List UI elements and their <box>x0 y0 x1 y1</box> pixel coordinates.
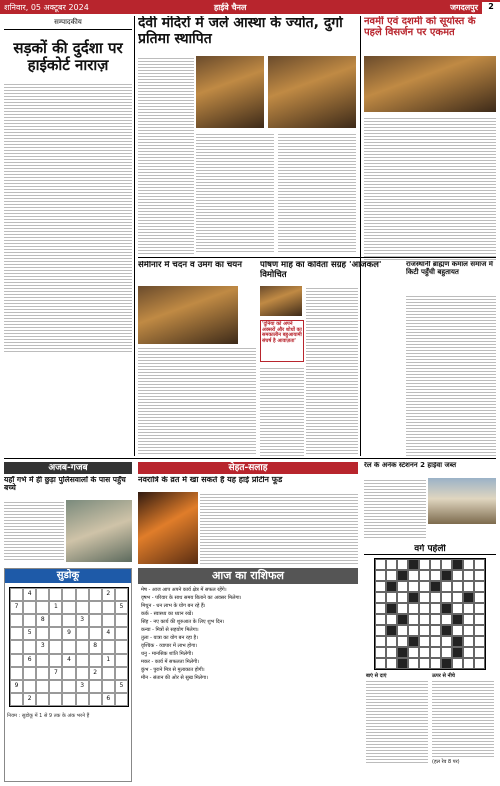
sudoku-cell: 5 <box>115 601 128 614</box>
sudoku-cell <box>89 588 102 601</box>
sudoku-cell <box>102 667 115 680</box>
crossword-cell <box>452 570 463 581</box>
sudoku-cell: 7 <box>10 601 23 614</box>
sudoku-cell <box>10 667 23 680</box>
sudoku-cell <box>23 680 36 693</box>
sudoku-cell: 4 <box>62 654 75 667</box>
sudoku-cell: 3 <box>36 640 49 653</box>
editorial-title: सड़कों की दुर्दशा पर हाईकोर्ट नाराज़ <box>13 39 123 74</box>
crossword-across-clues <box>366 679 428 765</box>
crossword-cell <box>408 581 419 592</box>
sudoku-cell <box>115 667 128 680</box>
crossword-cell <box>419 570 430 581</box>
sudoku-cell <box>62 601 75 614</box>
crossword-grid <box>374 558 486 670</box>
sudoku-cell <box>36 654 49 667</box>
story1-photo <box>138 286 238 344</box>
lead-body-col3 <box>278 132 356 254</box>
sudoku-cell <box>23 667 36 680</box>
crossword-cell <box>408 647 419 658</box>
crossword-cell <box>474 581 485 592</box>
sudoku-cell <box>10 614 23 627</box>
sudoku-cell: 3 <box>76 680 89 693</box>
rashifal-item: सिंह - नए कार्य की शुरुआत के लिए शुभ दिन। <box>141 619 225 625</box>
crossword-cell <box>375 592 386 603</box>
editorial-column <box>4 16 132 352</box>
lead-headline: देवी मंदिरों में जले आस्था के ज्योत, दुर्गा प्रतिमा स्थापित <box>138 16 343 47</box>
sudoku-cell <box>36 693 49 706</box>
sudoku-cell <box>23 601 36 614</box>
sudoku-cell <box>36 667 49 680</box>
crossword-cell <box>408 625 419 636</box>
crossword-cell <box>386 592 397 603</box>
sudoku-cell: 5 <box>115 680 128 693</box>
crossword-cell <box>386 647 397 658</box>
crossword-cell <box>375 658 386 669</box>
crossword-cell <box>474 614 485 625</box>
story1-headline: सेमीनार में चंदन व उमंग का चयन <box>138 261 242 270</box>
sudoku-cell <box>23 640 36 653</box>
crossword-cell <box>452 625 463 636</box>
sudoku-cell: 5 <box>23 627 36 640</box>
page-number: 2 <box>482 2 500 14</box>
rashifal-item: वृषभ - परिवार के साथ समय बिताने का अवसर मिलेगा। <box>141 595 242 601</box>
sudoku-cell: 8 <box>89 640 102 653</box>
rail-headline: रेल के अनेक स्टेशनन 2 हाईवा जब्त <box>364 462 457 469</box>
crossword-cell <box>430 636 441 647</box>
crossword-cell <box>441 647 452 658</box>
crossword-cell <box>386 603 397 614</box>
crossword-cell <box>397 592 408 603</box>
right-top-photo <box>364 56 496 112</box>
crossword-cell <box>375 647 386 658</box>
sudoku-cell <box>76 601 89 614</box>
crossword-cell <box>430 647 441 658</box>
rashifal-title: आज का राशिफल <box>138 568 358 584</box>
sudoku-title: सुडोकू <box>5 569 131 583</box>
crossword-cell <box>419 614 430 625</box>
crossword-cell <box>375 636 386 647</box>
sudoku-cell: 2 <box>23 693 36 706</box>
crossword-cell <box>463 592 474 603</box>
rashifal-item: मिथुन - धन लाभ के योग बन रहे हैं। <box>141 603 206 609</box>
paper-name: हाईवे चैनल <box>214 3 247 12</box>
sudoku-cell <box>10 640 23 653</box>
crossword-cell <box>463 570 474 581</box>
crossword-note: (हल रेव 8 पर) <box>432 759 460 766</box>
rashifal-item: कुंभ - पुराने मित्र से मुलाकात होगी। <box>141 667 205 673</box>
story2-body <box>306 286 358 456</box>
sudoku-cell <box>36 680 49 693</box>
story3-headline: राजस्थानी ब्राह्मण कमाल समाज में किटी पहुँची बहुतायत <box>406 261 493 276</box>
crossword-cell <box>430 592 441 603</box>
sudoku-cell: 7 <box>49 667 62 680</box>
crossword-cell <box>408 636 419 647</box>
sudoku-cell: 1 <box>49 601 62 614</box>
crossword-cell <box>386 658 397 669</box>
crossword-cell <box>419 647 430 658</box>
sudoku-cell <box>36 627 49 640</box>
crossword-cell <box>474 603 485 614</box>
sudoku-cell <box>115 614 128 627</box>
sudoku-cell: 3 <box>76 614 89 627</box>
crossword-cell <box>408 592 419 603</box>
sudoku-cell: 6 <box>102 693 115 706</box>
crossword-cell <box>397 625 408 636</box>
sudoku-cell: 2 <box>89 667 102 680</box>
sudoku-cell <box>62 614 75 627</box>
sudoku-cell <box>89 601 102 614</box>
sudoku-cell <box>10 588 23 601</box>
crossword-cell <box>419 592 430 603</box>
crossword-cell <box>441 581 452 592</box>
crossword-cell <box>419 581 430 592</box>
crossword-cell <box>430 559 441 570</box>
crossword-cell <box>397 658 408 669</box>
crossword-cell <box>474 647 485 658</box>
crossword-cell <box>452 581 463 592</box>
crossword-cell <box>408 559 419 570</box>
sudoku-cell <box>36 601 49 614</box>
rashifal-item: कर्क - स्वास्थ्य का ध्यान रखें। <box>141 611 194 617</box>
crossword-cell <box>441 614 452 625</box>
sudoku-cell <box>23 614 36 627</box>
sudoku-cell <box>89 614 102 627</box>
crossword-cell <box>375 581 386 592</box>
health-label: सेहत-सलाह <box>138 462 358 474</box>
sudoku-cell <box>89 693 102 706</box>
crossword-cell <box>474 658 485 669</box>
sudoku-cell <box>76 654 89 667</box>
sudoku-cell <box>76 588 89 601</box>
story2-pullquote: 'दुनिया को अपने अक्सरों और शोधों का समकालीन बहुआयामी संघर्ष है आवाज़ता' <box>260 320 304 362</box>
story2-body2 <box>260 366 304 456</box>
crossword-cell <box>452 647 463 658</box>
crossword-cell <box>430 603 441 614</box>
crossword-cell <box>397 614 408 625</box>
sudoku-cell <box>62 588 75 601</box>
crossword-cell <box>452 636 463 647</box>
crossword-cell <box>419 559 430 570</box>
crossword-cell <box>397 581 408 592</box>
crossword-cell <box>386 570 397 581</box>
crossword-cell <box>408 614 419 625</box>
story2-photo <box>260 286 302 316</box>
sudoku-cell <box>10 627 23 640</box>
sudoku-cell: 8 <box>36 614 49 627</box>
crossword-cell <box>452 614 463 625</box>
crossword-cell <box>452 603 463 614</box>
sudoku-cell <box>49 614 62 627</box>
editorial-body <box>4 82 132 352</box>
crossword-cell <box>474 559 485 570</box>
story3-body <box>406 294 496 456</box>
sudoku-cell <box>115 654 128 667</box>
rail-photo <box>428 478 496 524</box>
rashifal-item: वृश्चिक - व्यापार में लाभ होगा। <box>141 643 198 649</box>
sudoku-cell <box>49 693 62 706</box>
sudoku-note: नियम : सुडोकू में 1 से 9 तक के अंक भरने हैं <box>7 713 90 719</box>
lead-body-col1 <box>138 56 194 254</box>
sudoku-cell <box>76 627 89 640</box>
crossword-cell <box>430 658 441 669</box>
sudoku-cell <box>62 667 75 680</box>
crossword-cell <box>474 592 485 603</box>
lead-photo-devotees <box>268 56 356 128</box>
sudoku-cell <box>102 640 115 653</box>
sudoku-cell <box>102 680 115 693</box>
rashifal-item: तुला - यात्रा का योग बन रहा है। <box>141 635 199 641</box>
ajab-gajab-photo <box>66 500 132 562</box>
crossword-box <box>364 544 496 782</box>
lead-photo-idol <box>196 56 264 128</box>
sudoku-cell <box>10 654 23 667</box>
column-divider <box>134 16 135 456</box>
sudoku-cell: 9 <box>62 627 75 640</box>
rail-body <box>364 478 426 540</box>
right-top-headline: नवमीं एवं दशमी को सूर्यास्त के पहले विसर्जन पर एकमत <box>364 16 476 39</box>
section-divider <box>138 257 496 258</box>
sudoku-cell <box>76 693 89 706</box>
sudoku-cell <box>115 588 128 601</box>
city-name: जगदलपुर <box>450 3 478 12</box>
crossword-cell <box>386 625 397 636</box>
crossword-cell <box>474 625 485 636</box>
crossword-cell <box>441 592 452 603</box>
crossword-down-label: ऊपर से नीचे <box>432 673 455 680</box>
sudoku-cell <box>102 614 115 627</box>
crossword-cell <box>375 625 386 636</box>
rashifal-item: धनु - मानसिक शांति मिलेगी। <box>141 651 194 657</box>
crossword-cell <box>430 614 441 625</box>
rashifal-item: मेष - आज आप अपने कार्य क्षेत्र में सफल रहेंगे। <box>141 587 227 593</box>
crossword-cell <box>441 625 452 636</box>
crossword-title: वर्ग पहेली <box>364 544 496 555</box>
health-body <box>200 492 358 564</box>
sudoku-cell: 9 <box>10 680 23 693</box>
crossword-cell <box>463 614 474 625</box>
sudoku-cell <box>49 640 62 653</box>
ajab-gajab-label: अजब-गजब <box>4 462 132 474</box>
sudoku-cell <box>115 693 128 706</box>
crossword-cell <box>430 581 441 592</box>
crossword-cell <box>408 603 419 614</box>
crossword-cell <box>441 658 452 669</box>
masthead-bar <box>0 0 500 14</box>
crossword-cell <box>452 559 463 570</box>
crossword-cell <box>397 636 408 647</box>
sudoku-cell: 4 <box>23 588 36 601</box>
crossword-cell <box>397 559 408 570</box>
crossword-cell <box>430 570 441 581</box>
crossword-cell <box>386 636 397 647</box>
sudoku-cell <box>49 627 62 640</box>
crossword-cell <box>397 647 408 658</box>
crossword-cell <box>408 658 419 669</box>
sudoku-box <box>4 568 132 782</box>
crossword-cell <box>463 581 474 592</box>
rashifal-list <box>138 584 358 686</box>
crossword-cell <box>375 614 386 625</box>
sudoku-cell: 1 <box>102 654 115 667</box>
sudoku-cell <box>49 654 62 667</box>
crossword-cell <box>474 570 485 581</box>
crossword-cell <box>441 570 452 581</box>
sudoku-cell <box>115 627 128 640</box>
crossword-cell <box>441 603 452 614</box>
rashifal-box <box>138 568 358 782</box>
crossword-cell <box>419 603 430 614</box>
crossword-cell <box>463 647 474 658</box>
health-headline: नवरात्रि के व्रत में खा सकते हैं यह हाई प्रोटीन फूड <box>138 476 283 484</box>
bottom-divider <box>4 458 496 459</box>
ajab-gajab-headline: यहाँ गर्भ में ही छुड़ा पुलिसवालों के पास पहुँच बच्चे <box>4 476 126 493</box>
rashifal-item: कन्या - मित्रों से सहयोग मिलेगा। <box>141 627 199 633</box>
sudoku-cell <box>49 588 62 601</box>
sudoku-cell <box>10 693 23 706</box>
sudoku-cell <box>62 640 75 653</box>
crossword-cell <box>452 658 463 669</box>
crossword-cell <box>408 570 419 581</box>
crossword-cell <box>375 603 386 614</box>
sudoku-cell <box>102 601 115 614</box>
crossword-cell <box>419 636 430 647</box>
sudoku-cell <box>62 680 75 693</box>
crossword-clues <box>364 673 496 765</box>
story1-body <box>138 346 256 456</box>
crossword-down-clues <box>432 679 494 759</box>
sudoku-cell <box>36 588 49 601</box>
crossword-cell <box>463 603 474 614</box>
column-divider-right <box>360 16 361 456</box>
right-top-body <box>364 116 496 260</box>
issue-date: शनिवार, 05 अक्टूबर 2024 <box>4 3 89 12</box>
crossword-across-label: बाएं से दाएं <box>366 673 387 680</box>
sudoku-cell <box>115 640 128 653</box>
crossword-cell <box>452 592 463 603</box>
story2-headline: पोषण माह का कविता संग्रह 'आजकल' विमोचित <box>260 261 382 280</box>
sudoku-cell <box>49 680 62 693</box>
sudoku-cell <box>76 640 89 653</box>
crossword-cell <box>419 658 430 669</box>
crossword-cell <box>375 570 386 581</box>
crossword-cell <box>419 625 430 636</box>
ajab-gajab-body <box>4 500 64 562</box>
sudoku-cell: 6 <box>23 654 36 667</box>
sudoku-grid <box>9 587 129 707</box>
crossword-cell <box>441 559 452 570</box>
crossword-cell <box>430 625 441 636</box>
crossword-cell <box>386 559 397 570</box>
crossword-cell <box>397 603 408 614</box>
editorial-section: सम्पादकीय <box>4 16 132 30</box>
sudoku-cell <box>89 680 102 693</box>
sudoku-cell <box>76 667 89 680</box>
crossword-cell <box>386 581 397 592</box>
sudoku-cell <box>62 693 75 706</box>
crossword-cell <box>375 559 386 570</box>
sudoku-cell <box>89 627 102 640</box>
crossword-cell <box>397 570 408 581</box>
rashifal-item: मकर - कार्य में सफलता मिलेगी। <box>141 659 200 665</box>
crossword-cell <box>441 636 452 647</box>
sudoku-cell: 4 <box>102 627 115 640</box>
crossword-cell <box>463 559 474 570</box>
crossword-cell <box>463 636 474 647</box>
sudoku-cell: 2 <box>102 588 115 601</box>
lead-body-col2 <box>196 132 274 254</box>
health-photo <box>138 492 198 564</box>
crossword-cell <box>463 625 474 636</box>
crossword-cell <box>386 614 397 625</box>
crossword-cell <box>474 636 485 647</box>
crossword-cell <box>463 658 474 669</box>
sudoku-cell <box>89 654 102 667</box>
rashifal-item: मीन - संतान की ओर से सुख मिलेगा। <box>141 675 209 681</box>
